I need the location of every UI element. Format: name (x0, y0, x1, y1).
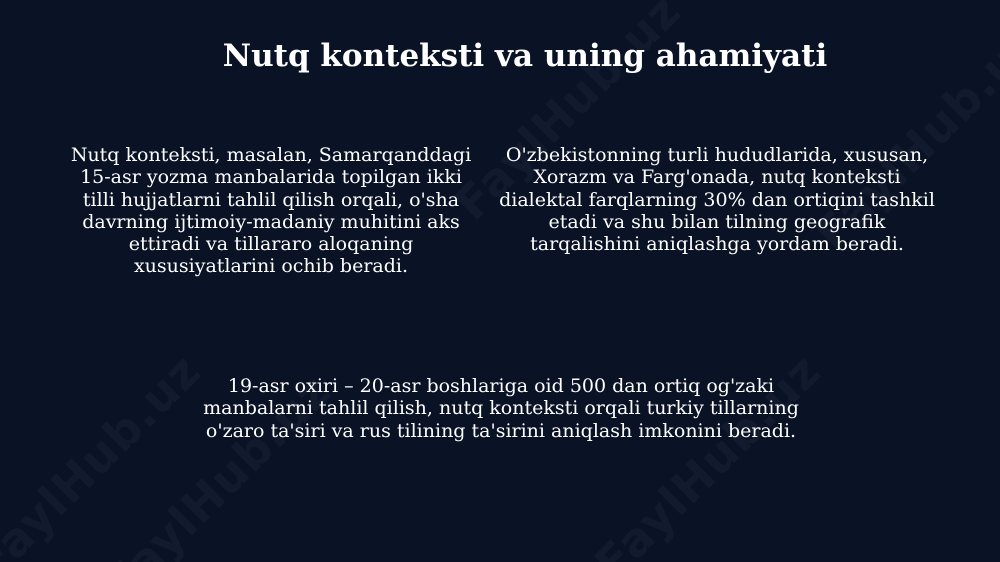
paragraph-bottom: 19-asr oxiri – 20-asr boshlariga oid 500 dan ortiq og'zaki manbalarni tahlil qilish, nutq konteksti orqali turkiy tillarning o'zaro ta'siri va rus tilining ta'sirini aniqlash imkonini beradi. (203, 375, 799, 442)
slide-title: Nutq konteksti va uning ahamiyati (222, 38, 828, 74)
paragraph-left: Nutq konteksti, masalan, Samarqanddagi 15-asr yozma manbalarida topilgan ikki tilli hujjatlarni tahlil qilish orqali, o'sha davrning ijtimoiy-madaniy muhitini aks ettiradi va tillararo aloqaning xususiyatlarini ochib beradi. (70, 144, 472, 278)
paragraph-right: O'zbekistonning turli hududlarida, xususan, Xorazm va Farg'onada, nutq konteksti dialektal farqlarning 30% dan ortiqini tashkil etadi va shu bilan tilning geografik tarqalishini aniqlashga yordam beradi. (499, 144, 935, 256)
